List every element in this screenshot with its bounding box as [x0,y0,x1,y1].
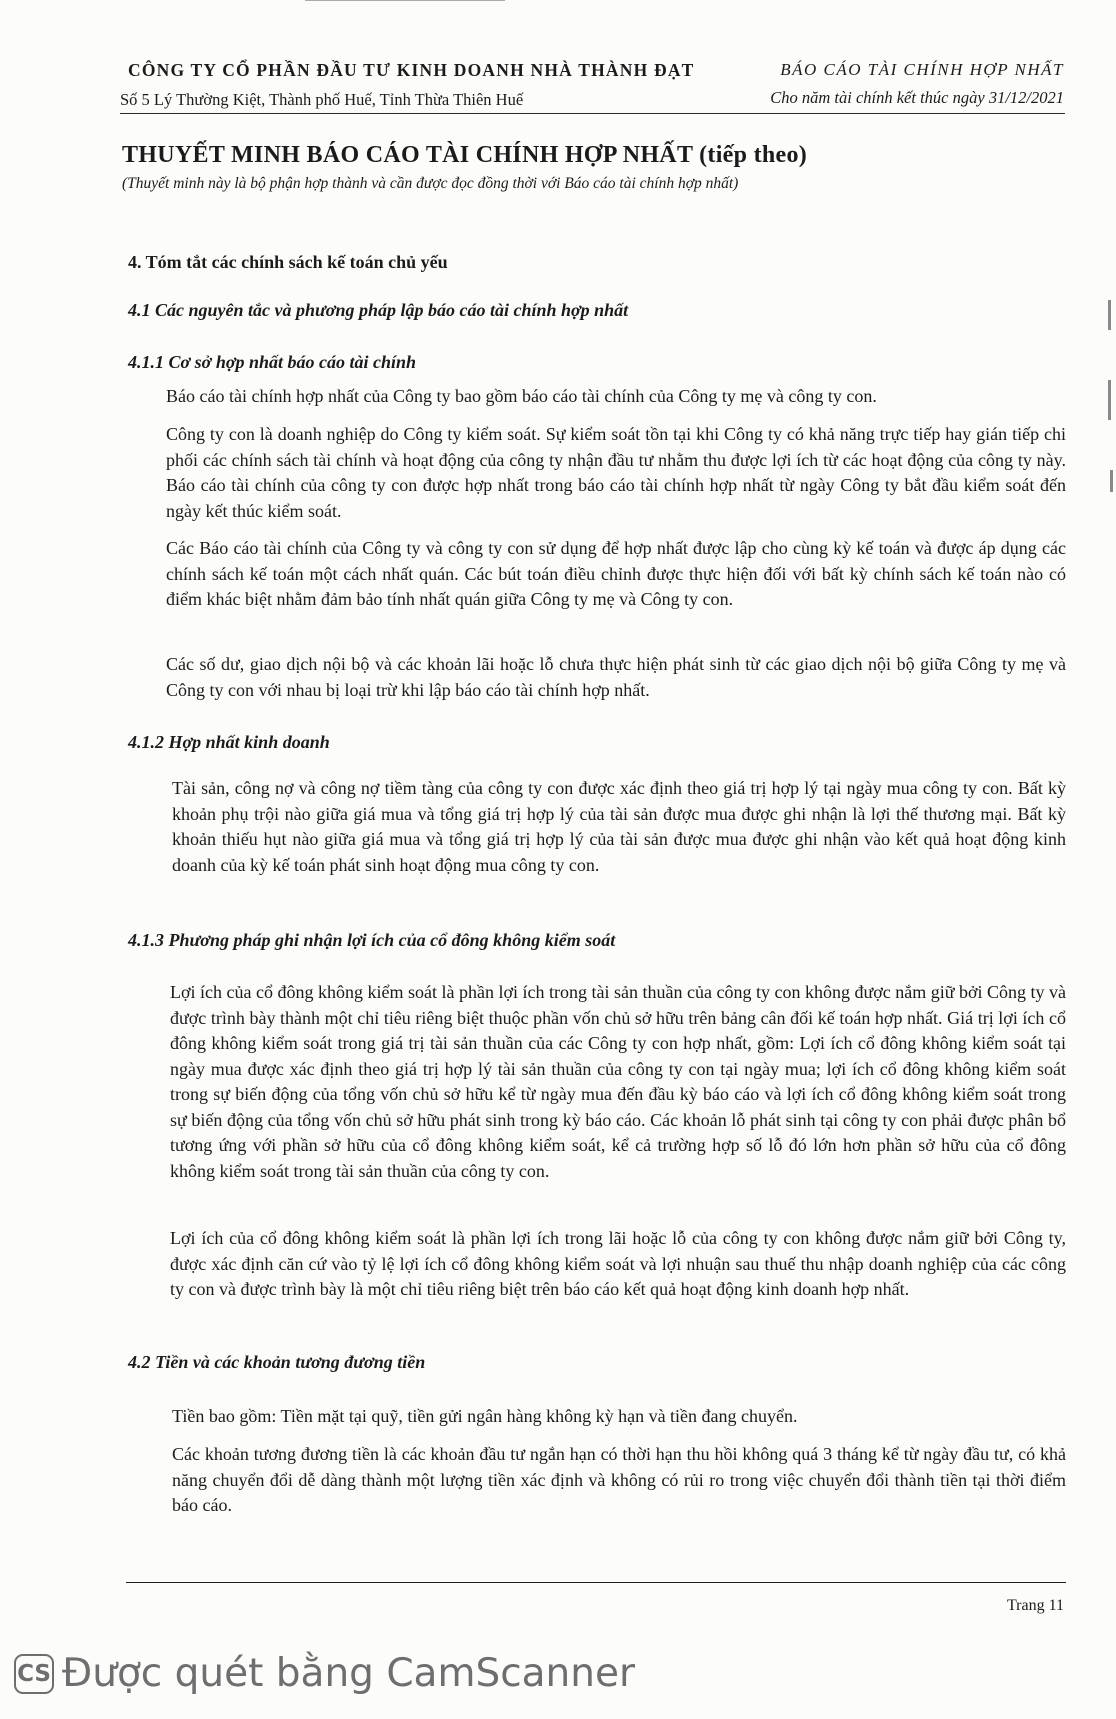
company-name: CÔNG TY CỔ PHẦN ĐẦU TƯ KINH DOANH NHÀ THÀNH ĐẠT [128,60,695,80]
paragraph: Lợi ích của cổ đông không kiểm soát là phần lợi ích trong tài sản thuần của công ty con không được nắm giữ bởi Công ty và được trình bày thành một chỉ tiêu riêng biệt thuộc phần vốn chủ sở hữu trên bảng cân đối kế toán hợp nhất. Giá trị lợi ích cổ đông không kiểm soát trong giá trị tài sản thuần của các Công ty con hợp nhất, gồm: Lợi ích cổ đông không kiểm soát tại ngày mua được xác định theo giá trị hợp lý tài sản thuần của công ty con tại ngày mua; lợi ích cổ đông không kiểm soát trong sự biến động của tổng vốn chủ sở hữu kể từ ngày mua đến đầu kỳ báo cáo và lợi ích cổ đông không kiểm soát trong sự biến động của tổng vốn chủ sở hữu phát sinh trong kỳ báo cáo. Các khoản lỗ phát sinh tại công ty con phải được phân bổ tương ứng với phần sở hữu của cổ đông không kiểm soát, kể cả trường hợp số lỗ đó lớn hơn phần sở hữu của cổ đông không kiểm soát trong tài sản thuần của công ty con. [170,982,1066,1181]
section-4-2-heading: 4.2 Tiền và các khoản tương đương tiền [128,1352,426,1372]
footer-rule [126,1582,1066,1583]
section-4-1-3-heading: 4.1.3 Phương pháp ghi nhận lợi ích của cổ đông không kiểm soát [128,930,616,950]
section-4-1-1-heading: 4.1.1 Cơ sở hợp nhất báo cáo tài chính [128,352,417,372]
document-title: THUYẾT MINH BÁO CÁO TÀI CHÍNH HỢP NHẤT (tiếp theo) [122,142,808,168]
paragraph: Các số dư, giao dịch nội bộ và các khoản lãi hoặc lỗ chưa thực hiện phát sinh từ các giao dịch nội bộ giữa Công ty mẹ và Công ty con với nhau bị loại trừ khi lập báo cáo tài chính hợp nhất. [166,654,1066,700]
section-4-1-2-heading: 4.1.2 Hợp nhất kinh doanh [128,732,330,752]
watermark-text: Được quét bằng CamScanner [62,1651,636,1696]
paragraph: Các khoản tương đương tiền là các khoản đầu tư ngắn hạn có thời hạn thu hồi không quá 3 tháng kể từ ngày đầu tư, có khả năng chuyển đổi dễ dàng thành một lượng tiền xác định và không có rủi ro trong việc chuyển đổi thành tiền tại thời điểm báo cáo. [172,1444,1066,1515]
paragraph: Lợi ích của cổ đông không kiểm soát là phần lợi ích trong lãi hoặc lỗ của công ty con không được nắm giữ bởi Công ty, được xác định căn cứ vào tỷ lệ lợi ích cổ đông không kiểm soát và lợi nhuận sau thuế thu nhập doanh nghiệp của các công ty con và được trình bày là một chỉ tiêu riêng biệt trên báo cáo kết quả hoạt động kinh doanh hợp nhất. [170,1228,1066,1299]
report-type: BÁO CÁO TÀI CHÍNH HỢP NHẤT [780,60,1064,79]
paragraph: Tài sản, công nợ và công nợ tiềm tàng của công ty con được xác định theo giá trị hợp lý tại ngày mua công ty con. Bất kỳ khoản phụ trội nào giữa giá mua và tổng giá trị hợp lý của tài sản được mua được ghi nhận là lợi thế thương mại. Bất kỳ khoản thiếu hụt nào giữa giá mua và tổng giá trị hợp lý của tài sản được mua được ghi nhận vào kết quả hoạt động kinh doanh của kỳ kế toán phát sinh hoạt động mua công ty con. [172,778,1066,875]
paragraph: Công ty con là doanh nghiệp do Công ty kiểm soát. Sự kiểm soát tồn tại khi Công ty có khả năng trực tiếp hay gián tiếp chi phối các chính sách tài chính và hoạt động của công ty nhận đầu tư nhằm thu được lợi ích từ các hoạt động của công ty này. Báo cáo tài chính của công ty con được hợp nhất trong báo cáo tài chính hợp nhất từ ngày Công ty bắt đầu kiểm soát đến ngày kết thúc kiểm soát. [166,424,1066,521]
scan-edge-mark [1108,300,1111,330]
section-4-heading: 4. Tóm tắt các chính sách kế toán chủ yếu [128,252,448,272]
section-4-1-heading: 4.1 Các nguyên tắc và phương pháp lập báo cáo tài chính hợp nhất [128,300,629,320]
page-number: Trang 11 [1006,1597,1064,1614]
paragraph: Báo cáo tài chính hợp nhất của Công ty bao gồm báo cáo tài chính của Công ty mẹ và công ty con. [166,386,877,406]
paragraph: Các Báo cáo tài chính của Công ty và công ty con sử dụng để hợp nhất được lập cho cùng kỳ kế toán và được áp dụng các chính sách kế toán một cách nhất quán. Các bút toán điều chỉnh được thực hiện đối với bất kỳ chính sách kế toán nào có điểm khác biệt nhằm đảm bảo tính nhất quán giữa Công ty mẹ và Công ty con. [166,538,1066,609]
scan-edge-mark [1108,380,1111,420]
company-address: Số 5 Lý Thường Kiệt, Thành phố Huế, Tỉnh Thừa Thiên Huế [120,90,524,109]
camscanner-watermark [14,1651,635,1696]
scan-top-mark [305,0,505,1]
scan-edge-mark [1110,470,1113,492]
header-rule [120,113,1065,114]
paragraph: Tiền bao gồm: Tiền mặt tại quỹ, tiền gửi ngân hàng không kỳ hạn và tiền đang chuyển. [172,1406,798,1426]
camscanner-logo-icon: CS [14,1654,54,1694]
report-period: Cho năm tài chính kết thúc ngày 31/12/2021 [770,88,1064,107]
document-subtitle: (Thuyết minh này là bộ phận hợp thành và cần được đọc đồng thời với Báo cáo tài chính hợp nhất) [122,175,739,192]
